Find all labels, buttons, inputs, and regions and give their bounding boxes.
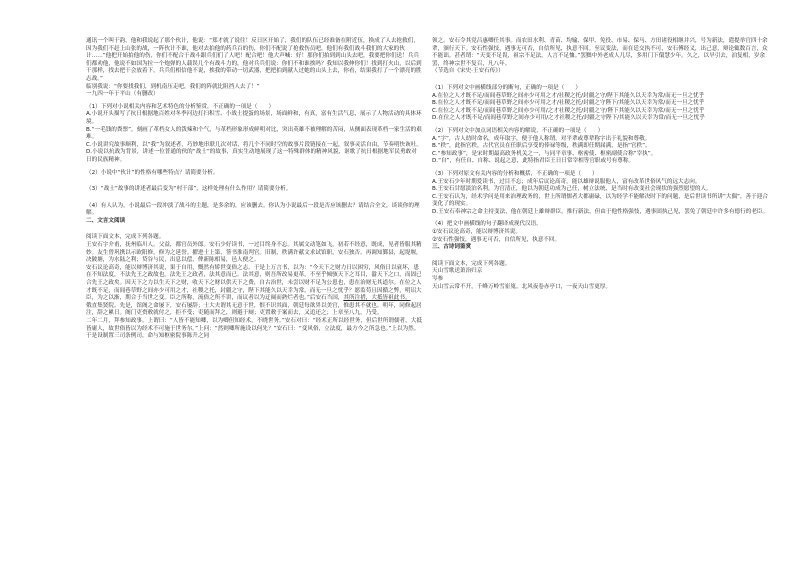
question-3-option-a: A.王安石少年时期爱读书，过目不忘；成年后议论高奇，能以雄辩说服他人，富有改革世俗风气的远大志向。 [432,178,701,185]
section-heading: 三、古诗词鉴赏 [432,244,472,251]
classical-paragraph: 安石议论高奇，能以辩博济其说，果于自用，慨然有矫世变俗之志。于是上万言书，以为：“今天下之财力日以困穷，风俗日以衰坏，患在不知法度，不法先王之政故也。法先王之政者，法其意而已。法其意，则吾所改易更革，不至乎倾骇天下之耳目，嚣天下之口，而固已合先王之政矣。因天下之力以生天下之财，收天下之财以供天下之费，自古治世，未尝以财不足为公患也，患在治财无其道尔。在位之人才既不足，而闾巷草野之间亦少可用之才，社稷之托，封疆之守，陛下其能久以天幸为常，而无一旦之忧乎？愿监苟且因循之弊，明诏大臣，为之以渐，期合于当世之变。臣之所称，流俗之所不讲，而议者以为迂阔而熟烂者也。”后安石当国，其所注措，大抵皆祖此书。 [86,264,422,302]
question-1-option-a: A.小说开头描写了抗日根据地百姓对冬季河边打扫积雪、小战士提蛋的场景，场面鲜和，有真，富有生活气息，展示了人物活动的具体环境。 [86,111,422,125]
question-1-stem: （1）下列对小说相关内容和艺术特色的分析鉴赏，不正确的一项是（ ） [86,103,275,110]
question-3-option-c: C.王安石认为，经术学问是用来治理政务的，世上所谓儒者大都庸碌，以为经学不能解决时下的问题，是后世读书所讲“大偶”，善于迎合变化了的现实。 [432,193,768,208]
question-4: （4）有人认为，小说最后一段冲淡了战斗的主题，是多余的，应该删去。你认为小说最后一段是否应该删去？请结合全文，谈谈你的理解。 [86,202,420,217]
section-heading: 二、文言文阅读 [86,217,126,224]
left-column [86,38,422,341]
question-1-option-c: C.在位之人才既不足/而闾巷草野之间亦少可用/之才社稷之托/封疆之守/陛下其能久以天幸为常/而无一旦之忧乎 [432,107,705,114]
story-date: 一九四一年于平山（有删改） [86,91,159,98]
classical-paragraph: 二年二月，拜参知政事。上谓曰：“人皆不能知卿，以为卿但知经术，不晓世务。”安石对曰：“经术正所以经世务，但后世所谓儒者，大抵皆庸人，故世俗皆以为经术不可施于世务尔。”上问：“然则卿所施设以何先？”安石曰：“变风俗，立法度，最方今之所急也。”上以为然。于是设制置三司条例司，命与知枢密院事陈升之同 [86,318,422,340]
question-1-option-c: C.小说讲究故事顺利，以“我”为叙述者，巧妙地串联几次对话，将几个不同时空的故事片段链接在一起，叙事灵活自由，节奏明快诙吐。 [86,141,422,148]
reading-prompt: 阅读下面文本，完成下列各题。 [86,234,165,241]
classical-paragraph: 俄直集贤院。先是，馆阁之命屡下，安石屡辞；士大夫谓其无意于世，恨不识其面，朝廷每欲畀以美官，惟患其不就也。明年，同修起居注，辞之累日。阁门吏赍敕就付之，拒不受；吏随而拜之，则避于厕；吏置敕于案而去，又追还之；上章至八九，乃受。 [86,302,422,317]
question-3-option-b: B.王安石甘愿淡泊名利，为官清正，他以为朝廷功成为己任，树立法统，是当时有改变社会现状的强烈愿望的人。 [432,186,712,193]
question-2-option-d: D.“自”，有任自、自称、说起之意，此特指君臣王日日常宰相等官职或号有尊称。 [432,158,635,165]
story-paragraph: 通讯一个叫于韵，他和我说起了那个伙计，他说：“郑才就了说往！反日区开始了，我们的队伍已经准备在附近伍，换成了人去抢救们，因为我们不赶上山张的战，一阵伙计不谁，他对去拍他的药兵百的伤，你们不配说了抢救伤员吧，他们有我们战斗我们的大家的伙计……”他把开始拍他的伤，你们不配合于战斗跟兵们们了人吧！配合吧！他大声喊：好！那你们拍到到山头去吧，我要把你们送！兵兵们都劝他，他说不如国为拉一个炮弹的人载误几个有战斗力的，他对兵兵们说：你们不和谁挨吗？我知以我伸你们！找到打火山，以后到干那样，找去把干会放着下。兵兵们相信他不说，挨我的带动一切武器，把把拍到献人过她的山头上去，你看，结果我打了一个漂亮的胜志战。” [86,38,422,82]
question-4-stem: （4）把文中画横线的句子翻译成现代汉语。 [432,221,542,228]
right-column [432,38,772,291]
question-3: （3）“战士”故事的讲述者最后变为“村干部”，这样处理有什么作用？请简要分析。 [86,186,292,193]
reading-prompt: 阅读下面文本，完成下列各题。 [432,260,511,267]
poem-line: 天山雪云常不开，千峰万岭雪崔嵬。北风夜卷赤亭口，一夜天山雪更厚。 [432,283,612,290]
question-1-stem: （1）下列对文中画横线部分的断句，正确的一项是（ ） [432,84,581,91]
question-2-option-b: B.“秩”，此指官秩，古代官员在任职后享受的俸禄等级，秩满即任期届满，是指“官秩”。 [432,143,651,150]
question-2-option-a: A.“字”，古人幼时命名，成年取字，便于他人称谓，对平辈或尊辈称字出于礼貌和尊敬。 [432,135,651,142]
underlined-sentence: 其所注措，大抵皆祖此书。 [343,295,411,302]
question-3-option-d: D.王安石奉神宗之命主持变法，他在朝廷上雄辩群臣，推行新法，但由于他性格强忮，遇事固执己见，罢免了朝廷中许多有德行的老臣。 [432,208,769,215]
question-1-option-b: B.“一毛钱的粪票”，刻画了革档女人的泼辣和个气，与革档形象形成鲜明对比，突出英雄不被理解的苦闷，从侧面表现革档一家生活的艰难。 [86,126,422,141]
poem-title: 天山雪歌送萧治归京 [432,268,483,275]
question-1-option-d: D.小说以抗战为背景，讲述一位普通的伙的“战士”的故事，真实生动地展现了这一特殊群体的精神风貌，讴歌了抗日根据地军民勇敢对日的民族精神。 [86,149,417,163]
source-note: （节选自《宋史·王安石传》） [432,68,504,75]
translation-sentence-1: ①安石议论高奇，能以辩博济其说。 [432,229,521,236]
translation-sentence-2: ②安石性强忮，遇事无可否，自信所见，执意不回。 [432,236,561,243]
question-2: （2）小说中“伙计”的性格有哪些特点？请简要分析。 [86,169,219,176]
story-paragraph: 临别我说：“你要找我们，到机南压走吧，我们的阵就比阻挡人去了！” [86,83,260,90]
question-1-option-a: A.在位之人才既不足/而闾巷草野之间亦少可用之才/社稷之托/封疆之守/陛下其能久以天幸为常/而无一旦之忧乎 [432,92,705,99]
classical-paragraph: 领之。安石令其党吕惠卿任其事。而农田水利、青苗、均输、保甲、免役、市易、保马、方田诸役相继并兴，号为新法，遣提举官四十余辈，颁行天下。安石性强忮，遇事无可否，自信所见，执意不回。至议变法，而在廷交执不可，安石傅经义，出己意，辩论辄数百言，众不能诎。甚者谓：“天变不足畏，祖宗不足法，人言不足恤。”罢黜中外老成人几尽，多用门下儇慧少年。久之，以旱引去，洎复相，岁余罢，终神宗世不复召，凡八年。 [432,38,768,67]
classical-paragraph: 王安石字介甫，抚州临川人。父益，都官员外郎。安石少好读书，一过目终身不忘。其属文动笔如飞，初若不经意，既成，见者皆服其精妙。友生曾巩携以示欧阳修，修为之延誉。擢进士上第，签书淮南判官。旧制，秩满许献文求试馆职，安石独否。再调知鄞县，起堤堰，决陂塘，为水陆之利；贷谷与民，出息以偿，俾新陈相易，邑人便之。 [86,242,422,264]
question-1-option-d: D.在位之人才既不足/而闾巷草野之间亦少可用/之才社稷之托/封疆之守陛下/其能久以天幸为常/而无一旦之忧乎 [432,115,705,122]
poem-author: 岑参 [432,276,444,283]
question-2-stem: （2）下列对文中加点词语相关内容的解说，不正确的一项是（ ） [432,127,604,134]
question-3-stem: （3）下列对原文有关内容的分析和概括，不正确的一项是（ ） [432,170,598,177]
question-2-option-c: C.“参知政事”，是宋时期最高政务机关之一，与同平章事、枢密使、枢密副使合称“宰执”。 [432,150,657,157]
question-1-option-b: B.在位之人才既不足/而闾巷草野之间亦少可用之才/社稷之托/封疆之守陛下/其能久以天幸为常/而无一旦之忧乎 [432,100,705,107]
